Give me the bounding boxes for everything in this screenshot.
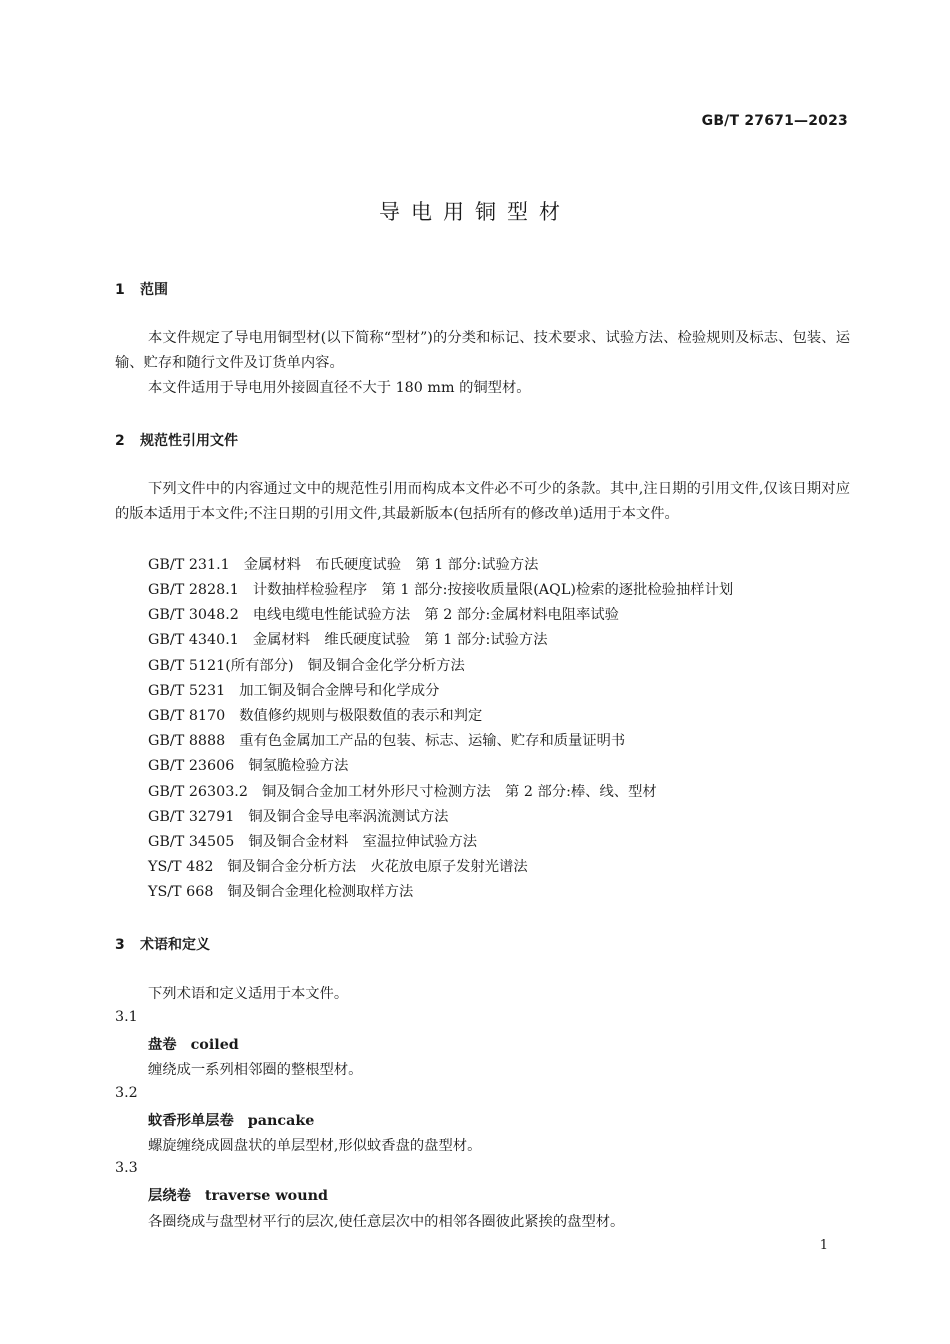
section-number: 1 <box>115 282 125 298</box>
terms-intro: 下列术语和定义适用于本文件。 <box>148 986 349 1002</box>
section-title: 规范性引用文件 <box>140 433 238 449</box>
reference-title: 铜及铜合金化学分析方法 <box>307 658 465 674</box>
standard-code: GB/T 27671—2023 <box>701 113 848 129</box>
scope-paragraph: 本文件规定了导电用铜型材(以下简称“型材”)的分类和标记、技术要求、试验方法、检验规则及标志、包装、运输、贮存和随行文件及订货单内容。 <box>115 330 850 371</box>
reference-item <box>148 807 448 827</box>
term-zh: 蚊香形单层卷 <box>148 1113 234 1129</box>
reference-code: GB/T 23606 <box>148 758 235 774</box>
reference-item <box>148 706 482 726</box>
term-name <box>148 1110 314 1130</box>
section-heading-normative <box>115 430 238 450</box>
section-number: 3 <box>115 937 125 953</box>
reference-title: 铜及铜合金理化检测取样方法 <box>227 884 414 900</box>
reference-item <box>148 580 733 600</box>
reference-code: GB/T 4340.1 <box>148 632 239 648</box>
reference-item <box>148 857 528 877</box>
reference-item <box>148 882 413 902</box>
reference-code: GB/T 2828.1 <box>148 582 239 598</box>
reference-item <box>148 731 625 751</box>
reference-item <box>148 782 657 802</box>
reference-title: 电线电缆电性能试验方法 第 2 部分:金属材料电阻率试验 <box>252 607 619 623</box>
reference-item <box>148 605 619 625</box>
page-number: 1 <box>819 1238 828 1253</box>
reference-item <box>148 681 439 701</box>
reference-item <box>148 555 538 575</box>
reference-item <box>148 656 465 676</box>
scope-paragraph: 本文件适用于导电用外接圆直径不大于 180 mm 的铜型材。 <box>148 380 531 396</box>
reference-title: 铜氢脆检验方法 <box>248 758 349 774</box>
reference-item <box>148 832 477 852</box>
reference-title: 铜及铜合金导电率涡流测试方法 <box>248 809 449 825</box>
reference-title: 金属材料 布氏硬度试验 第 1 部分:试验方法 <box>243 557 539 573</box>
reference-code: GB/T 231.1 <box>148 557 230 573</box>
reference-title: 铜及铜合金分析方法 火花放电原子发射光谱法 <box>227 859 528 875</box>
section-heading-terms <box>115 934 210 954</box>
reference-code: GB/T 5121(所有部分) <box>148 658 294 674</box>
term-en: coiled <box>190 1037 239 1053</box>
reference-code: GB/T 5231 <box>148 683 226 699</box>
reference-code: GB/T 8170 <box>148 708 226 724</box>
reference-item <box>148 630 548 650</box>
section-title: 范围 <box>140 282 168 298</box>
reference-title: 金属材料 维氏硬度试验 第 1 部分:试验方法 <box>252 632 548 648</box>
term-en: traverse wound <box>204 1188 328 1204</box>
reference-title: 计数抽样检验程序 第 1 部分:按接收质量限(AQL)检索的逐批检验抽样计划 <box>252 582 734 598</box>
term-name <box>148 1185 328 1205</box>
normative-intro: 下列文件中的内容通过文中的规范性引用而构成本文件必不可少的条款。其中,注日期的引用文件,仅该日期对应的版本适用于本文件;不注日期的引用文件,其最新版本(包括所有的修改单)适用于本文件。 <box>115 481 850 522</box>
reference-code: GB/T 8888 <box>148 733 226 749</box>
term-zh: 盘卷 <box>148 1037 177 1053</box>
reference-code: YS/T 482 <box>148 859 214 875</box>
term-zh: 层绕卷 <box>148 1188 191 1204</box>
reference-code: GB/T 26303.2 <box>148 784 248 800</box>
reference-code: YS/T 668 <box>148 884 214 900</box>
section-title: 术语和定义 <box>140 937 210 953</box>
reference-title: 铜及铜合金加工材外形尺寸检测方法 第 2 部分:棒、线、型材 <box>261 784 657 800</box>
reference-code: GB/T 3048.2 <box>148 607 239 623</box>
term-name <box>148 1034 239 1054</box>
document-title: 导电用铜型材 <box>379 200 571 224</box>
term-definition: 各圈绕成与盘型材平行的层次,使任意层次中的相邻各圈彼此紧挨的盘型材。 <box>148 1214 625 1230</box>
reference-title: 数值修约规则与极限数值的表示和判定 <box>239 708 483 724</box>
section-heading-scope <box>115 279 168 299</box>
term-number: 3.1 <box>115 1009 138 1025</box>
term-definition: 螺旋缠绕成圆盘状的单层型材,形似蚊香盘的盘型材。 <box>148 1138 482 1154</box>
term-en: pancake <box>247 1113 315 1129</box>
reference-title: 加工铜及铜合金牌号和化学成分 <box>239 683 440 699</box>
term-number: 3.2 <box>115 1085 138 1101</box>
term-number: 3.3 <box>115 1160 138 1176</box>
term-definition: 缠绕成一系列相邻圈的整根型材。 <box>148 1062 363 1078</box>
reference-code: GB/T 34505 <box>148 834 235 850</box>
section-number: 2 <box>115 433 125 449</box>
reference-title: 铜及铜合金材料 室温拉伸试验方法 <box>248 834 478 850</box>
reference-code: GB/T 32791 <box>148 809 235 825</box>
reference-item <box>148 756 348 776</box>
reference-title: 重有色金属加工产品的包装、标志、运输、贮存和质量证明书 <box>239 733 626 749</box>
